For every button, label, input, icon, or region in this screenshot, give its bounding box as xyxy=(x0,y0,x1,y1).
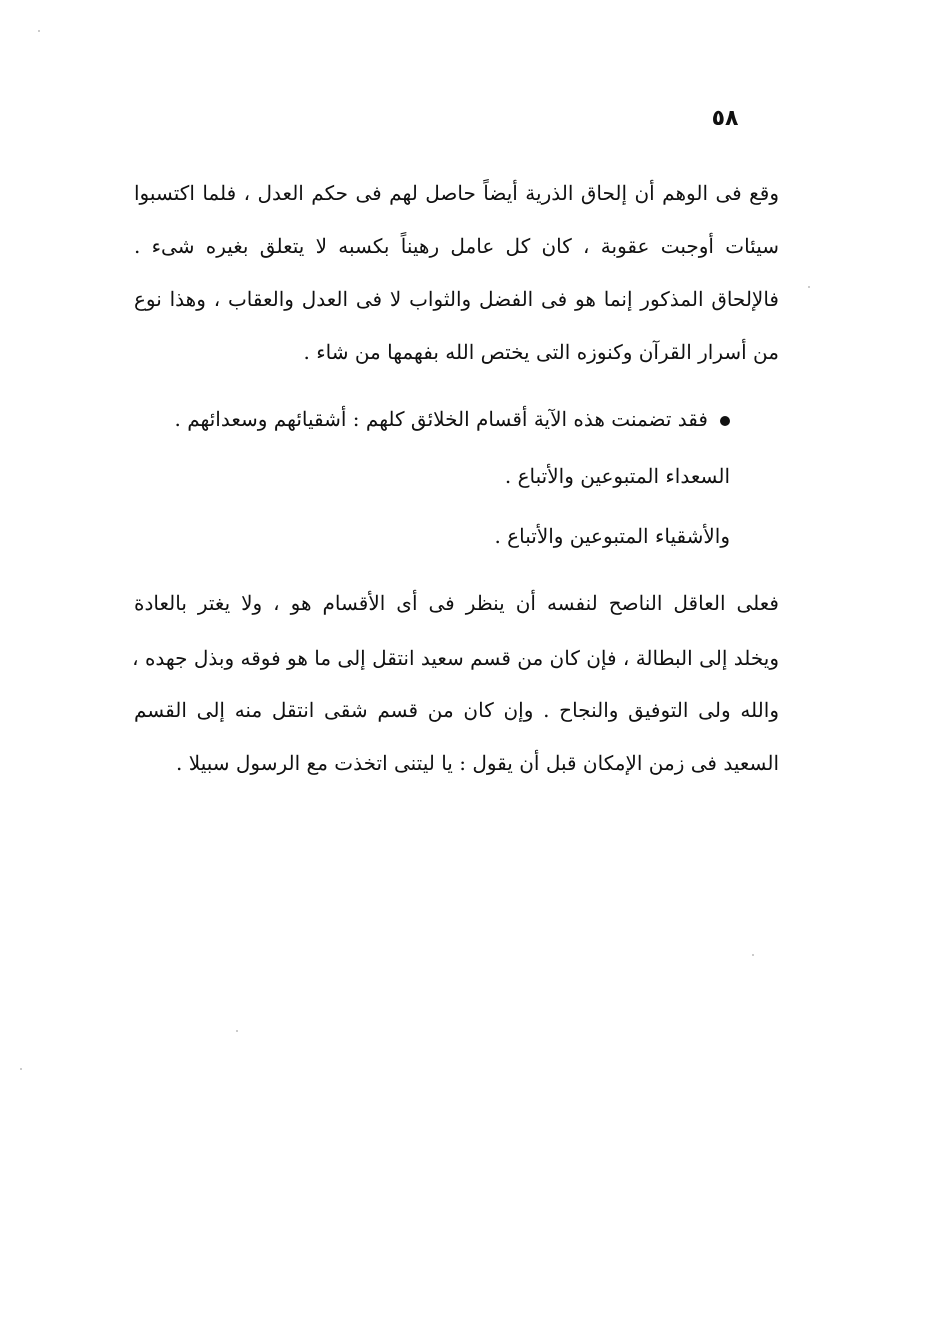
text-line: سيئات أوجبت عقوبة ، كان كل عامل رهيناً بكسبه لا يتعلق بغيره شىء . xyxy=(134,234,779,258)
page-number: ٥٨ xyxy=(711,106,739,131)
sub-line: السعداء المتبوعين والأتباع . xyxy=(504,464,730,488)
bullet-icon xyxy=(720,416,730,426)
text-line: فعلى العاقل الناصح لنفسه أن ينظر فى أى الأقسام هو ، ولا يغتر بالعادة xyxy=(134,591,779,615)
scan-speck xyxy=(236,1030,238,1032)
text-line: والله ولى التوفيق والنجاح . وإن كان من قسم شقى انتقل منه إلى القسم xyxy=(134,698,779,722)
bullet-text: فقد تضمنت هذه الآية أقسام الخلائق كلهم : أشقيائهم وسعدائهم . xyxy=(174,407,708,431)
scan-speck xyxy=(20,1068,22,1070)
scan-speck xyxy=(38,30,40,32)
scan-speck xyxy=(808,286,810,288)
sub-line: والأشقياء المتبوعين والأتباع . xyxy=(494,524,730,548)
text-line: ويخلد إلى البطالة ، فإن كان من قسم سعيد انتقل إلى ما هو فوقه وبذل جهده ، xyxy=(132,646,779,670)
scan-speck xyxy=(752,954,754,956)
text-line: وقع فى الوهم أن إلحاق الذرية أيضاً حاصل لهم فى حكم العدل ، فلما اكتسبوا xyxy=(134,181,779,205)
bullet-item xyxy=(125,404,730,434)
text-line: السعيد فى زمن الإمكان قبل أن يقول : يا ليتنى اتخذت مع الرسول سبيلا . xyxy=(176,751,779,775)
text-line: من أسرار القرآن وكنوزه التى يختص الله بفهمها من شاء . xyxy=(303,340,779,364)
text-line: فالإلحاق المذكور إنما هو فى الفضل والثواب لا فى العدل والعقاب ، وهذا نوع xyxy=(134,287,779,311)
